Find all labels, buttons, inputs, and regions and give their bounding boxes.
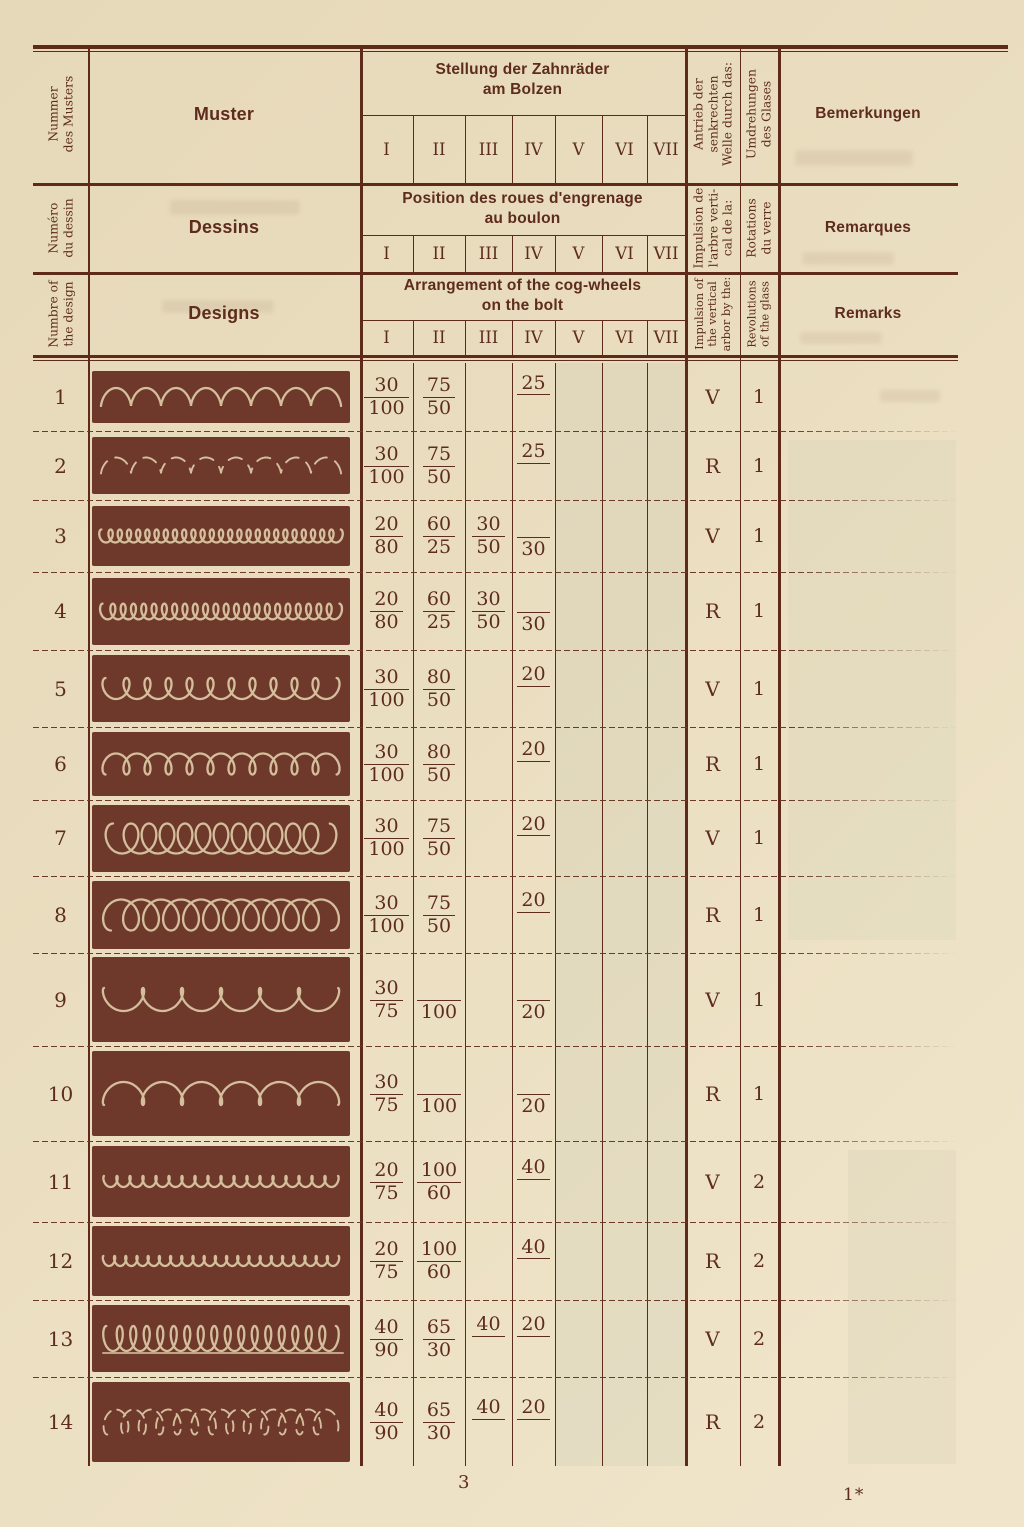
gear-cell-VI (602, 1046, 647, 1141)
turns-cell: 1 (752, 1082, 766, 1105)
gear-fraction: 30 75 (370, 1072, 402, 1115)
pattern-image-tight-crossing-wave (92, 1226, 350, 1296)
gear-cell-V (555, 363, 602, 431)
gear-fraction: 30 (517, 537, 549, 560)
gear-cell-V (555, 1141, 602, 1222)
pattern-image-large-loops-up (92, 805, 350, 872)
gear-cell-V (555, 431, 602, 500)
gear-fraction: 20 (517, 814, 549, 837)
header-number-label-de (33, 45, 88, 183)
gear-fraction: 30 75 (370, 978, 402, 1021)
impulse-cell: R (704, 1249, 721, 1273)
gear-fraction: 30 100 (364, 375, 408, 418)
design-number-cell: 2 (54, 453, 67, 478)
gear-cell-VI (602, 1300, 647, 1377)
gear-cell-I (360, 572, 413, 650)
gear-cell-VI (602, 800, 647, 876)
turns-cell: 1 (752, 600, 766, 622)
gear-cell-III (465, 572, 512, 650)
gear-fraction: 30 100 (364, 667, 408, 710)
gear-internal-divider (602, 320, 603, 355)
header-impulse-label-text: Impulsion de l'arbre verti- cal de la: (690, 187, 734, 268)
gear-internal-divider (647, 235, 648, 272)
turns-cell: 2 (752, 1410, 766, 1433)
design-number-cell: 1 (54, 385, 67, 409)
gear-cell-VI (602, 727, 647, 800)
gear-cell-VII (647, 1300, 685, 1377)
gear-internal-divider (465, 115, 466, 183)
header-design-label-en: Designs (188, 303, 260, 323)
gear-cell-III (465, 363, 512, 431)
gear-cell-VI (602, 363, 647, 431)
pattern-image-tall-chained-loops (92, 1305, 350, 1372)
impulse-cell: V (705, 385, 720, 409)
gear-cell-V (555, 572, 602, 650)
gear-fraction: 100 (417, 1094, 461, 1117)
gear-numeral-VII: VII (653, 328, 679, 347)
header-remarks-label-fr: Remarques (824, 218, 912, 236)
turns-cell: 1 (752, 827, 766, 849)
gear-cell-II (413, 572, 465, 650)
impulse-cell: V (705, 826, 720, 850)
turns-cell: 1 (752, 752, 766, 775)
turns-cell: 1 (752, 677, 766, 700)
gear-cell-I (360, 431, 413, 500)
gear-cell-III (465, 800, 512, 876)
design-number-cell: 10 (47, 1081, 74, 1106)
gear-numeral-III: III (478, 244, 499, 263)
gear-cell-II (413, 650, 465, 727)
gear-fraction: 30 100 (364, 816, 408, 859)
gear-internal-divider (555, 320, 556, 355)
gear-fraction: 20 (517, 1314, 549, 1337)
impulse-cell: V (705, 676, 720, 701)
pattern-image-medium-loops-up (92, 655, 350, 722)
gear-cell-II (413, 1222, 465, 1300)
pattern-image-scallop-wave (92, 371, 350, 423)
gear-cell-II (413, 1141, 465, 1222)
gear-numeral-I: I (383, 139, 390, 159)
gear-cell-III (465, 431, 512, 500)
gear-numeral-V: V (572, 328, 585, 347)
gear-cell-IV (512, 1046, 555, 1141)
impulse-cell: R (704, 1081, 721, 1106)
gear-cell-III (465, 1377, 512, 1466)
gear-cell-IV (512, 800, 555, 876)
gear-fraction: 60 25 (423, 589, 455, 632)
gear-cell-III (465, 650, 512, 727)
gear-cell-I (360, 500, 413, 572)
gear-fraction: 30 (517, 612, 549, 635)
gear-numeral-V: V (572, 139, 585, 159)
header-remarks-label-en: Remarks (834, 304, 902, 322)
design-number-cell: 3 (54, 524, 67, 548)
header-impulse-label-fr (685, 183, 740, 272)
gear-cell-VII (647, 953, 685, 1046)
gear-cell-V (555, 727, 602, 800)
pattern-image-dense-small-loops (92, 578, 350, 645)
gear-internal-divider (555, 115, 556, 183)
gear-internal-divider (647, 320, 648, 355)
gear-numeral-I: I (383, 244, 390, 263)
signature-mark: 1* (843, 1485, 865, 1505)
gear-fraction: 100 (417, 1000, 461, 1023)
gear-numeral-III: III (478, 139, 499, 159)
gear-fraction: 25 (517, 441, 549, 464)
gear-cell-II (413, 800, 465, 876)
gear-cell-VII (647, 1377, 685, 1466)
gear-cell-VI (602, 1377, 647, 1466)
impulse-cell: V (705, 1169, 720, 1194)
gear-cell-IV (512, 727, 555, 800)
gear-fraction: 40 (517, 1157, 549, 1180)
gear-fraction: 20 (517, 739, 549, 762)
design-number-cell: 7 (54, 826, 67, 850)
gear-fraction: 75 50 (423, 816, 455, 859)
pattern-image-large-loops-down (92, 881, 350, 949)
turns-cell: 1 (752, 903, 766, 926)
gear-cell-VII (647, 500, 685, 572)
gear-cell-II (413, 1300, 465, 1377)
gear-cell-I (360, 1377, 413, 1466)
header-design-label-de: Muster (193, 103, 255, 124)
gear-fraction: 80 50 (423, 667, 455, 710)
gear-cell-I (360, 650, 413, 727)
impulse-cell: R (704, 902, 721, 927)
design-number-cell: 11 (47, 1169, 74, 1194)
design-number-cell: 14 (47, 1409, 74, 1434)
pattern-image-dense-small-loops (92, 506, 350, 566)
gear-cell-VI (602, 1222, 647, 1300)
gear-fraction: 40 (472, 1397, 504, 1420)
gear-cell-IV (512, 876, 555, 953)
header-impulse-label-en (685, 272, 740, 355)
gear-numeral-VI: VI (615, 244, 634, 263)
gear-cell-VII (647, 650, 685, 727)
gear-fraction: 40 (472, 1314, 504, 1337)
gear-cell-I (360, 1300, 413, 1377)
gear-fraction: 20 80 (370, 589, 402, 632)
gear-cell-IV (512, 650, 555, 727)
pattern-image-medium-loops-down (92, 732, 350, 796)
header-gear-label-de: Stellung der Zahnräder am Bolzen (435, 60, 610, 98)
gear-cell-III (465, 1222, 512, 1300)
gear-fraction: 30 100 (364, 444, 408, 487)
gear-cell-III (465, 500, 512, 572)
header-remarks-label-de: Bemerkungen (815, 105, 921, 122)
gear-fraction: 20 (517, 664, 549, 687)
impulse-cell: R (704, 751, 721, 776)
gear-internal-divider (512, 115, 513, 183)
gear-numeral-II: II (432, 139, 446, 159)
impulse-cell: R (704, 1409, 721, 1434)
impulse-cell: V (705, 987, 720, 1012)
header-turns-label-de (740, 45, 778, 183)
gear-cell-II (413, 727, 465, 800)
gear-numeral-VI: VI (615, 139, 634, 159)
header-turns-label-text: Revolutions of the glass (745, 279, 772, 348)
design-number-cell: 9 (54, 987, 67, 1012)
gear-cell-IV (512, 572, 555, 650)
gear-cell-V (555, 1377, 602, 1466)
gear-cell-V (555, 1222, 602, 1300)
gear-internal-divider (555, 235, 556, 272)
gear-fraction: 65 30 (423, 1400, 455, 1443)
gear-cell-III (465, 1300, 512, 1377)
gear-numeral-III: III (478, 328, 499, 347)
gear-numeral-IV: IV (524, 139, 543, 159)
header-number-label-fr (33, 183, 88, 272)
gear-cell-VII (647, 572, 685, 650)
gear-fraction: 30 100 (364, 742, 408, 785)
gear-cell-VI (602, 431, 647, 500)
gear-cell-I (360, 800, 413, 876)
gear-fraction: 20 75 (370, 1160, 402, 1203)
gear-cell-III (465, 1046, 512, 1141)
header-impulse-label-de (685, 45, 740, 183)
header-bottom-rule-thin (33, 360, 958, 361)
bleed-through-tint (848, 1150, 956, 1464)
ghost-print-bleed (880, 390, 940, 402)
gear-cell-VII (647, 1222, 685, 1300)
gear-fraction: 20 (517, 1000, 549, 1023)
gear-cell-III (465, 876, 512, 953)
gear-cell-I (360, 1046, 413, 1141)
header-number-label-text: Numbre of the design (46, 279, 75, 348)
gear-fraction: 20 80 (370, 514, 402, 557)
header-turns-label-en (740, 272, 778, 355)
gear-cell-IV (512, 1222, 555, 1300)
gear-cell-IV (512, 363, 555, 431)
impulse-cell: V (705, 1326, 720, 1351)
header-gear-label-en: Arrangement of the cog-wheels on the bolt (403, 276, 642, 314)
gear-numeral-VII: VII (653, 244, 679, 263)
gear-cell-V (555, 1046, 602, 1141)
gear-cell-VII (647, 800, 685, 876)
gear-cell-IV (512, 500, 555, 572)
gear-fraction: 20 (517, 890, 549, 913)
gear-fraction: 60 25 (423, 514, 455, 557)
gear-internal-divider (602, 235, 603, 272)
gear-cell-VII (647, 727, 685, 800)
gear-fraction: 40 90 (370, 1317, 402, 1360)
gear-fraction: 75 50 (423, 444, 455, 487)
gear-cell-I (360, 876, 413, 953)
gear-cell-III (465, 727, 512, 800)
gear-internal-divider (413, 115, 414, 183)
gear-cell-VII (647, 876, 685, 953)
gear-fraction: 20 (517, 1397, 549, 1420)
gear-cell-I (360, 1222, 413, 1300)
header-number-label-en (33, 272, 88, 355)
gear-numeral-V: V (572, 244, 585, 263)
gear-fraction: 30 50 (472, 589, 504, 632)
gear-fraction: 65 30 (423, 1317, 455, 1360)
gear-cell-II (413, 876, 465, 953)
gear-numeral-VI: VI (615, 328, 634, 347)
header-bottom-rule (33, 355, 958, 358)
header-design-label-fr: Dessins (188, 217, 260, 237)
gear-cell-VI (602, 500, 647, 572)
design-number-cell: 5 (54, 676, 67, 701)
gear-numeral-IV: IV (524, 328, 543, 347)
header-gear-label-fr: Position des roues d'engrenage au boulon (402, 189, 643, 227)
gear-cell-VI (602, 876, 647, 953)
gear-fraction: 20 75 (370, 1239, 402, 1282)
turns-cell: 2 (752, 1327, 766, 1350)
gear-internal-divider (512, 235, 513, 272)
gear-cell-I (360, 363, 413, 431)
gear-cell-V (555, 876, 602, 953)
gear-cell-III (465, 953, 512, 1046)
gear-fraction: 75 50 (423, 893, 455, 936)
turns-cell: 1 (752, 386, 766, 408)
header-number-label-text: Nummer des Musters (46, 75, 75, 153)
gear-internal-divider (465, 320, 466, 355)
pattern-image-spaced-loops-down (92, 1051, 350, 1136)
pattern-image-broken-chained-loops (92, 1382, 350, 1462)
gear-cell-V (555, 800, 602, 876)
gear-numeral-II: II (432, 244, 446, 263)
numcol-divider (88, 45, 90, 1466)
gear-cell-II (413, 1046, 465, 1141)
turns-cell: 1 (752, 454, 766, 477)
design-number-cell: 4 (54, 599, 67, 623)
gear-fraction: 100 60 (417, 1160, 461, 1203)
gear-cell-V (555, 500, 602, 572)
gear-cell-VI (602, 572, 647, 650)
gear-cell-II (413, 431, 465, 500)
gear-internal-divider (602, 115, 603, 183)
gear-fraction: 30 50 (472, 514, 504, 557)
turns-remarks-divider (778, 45, 781, 1466)
header-turns-label-text: Umdrehungen des Glases (744, 69, 773, 159)
gear-cell-I (360, 953, 413, 1046)
design-number-cell: 12 (47, 1249, 74, 1273)
gear-fraction: 30 100 (364, 893, 408, 936)
pattern-image-scallop-wave-broken (92, 437, 350, 494)
gear-cell-IV (512, 1300, 555, 1377)
gear-cell-III (465, 1141, 512, 1222)
gear-cell-VII (647, 363, 685, 431)
pattern-image-spaced-loops-up (92, 957, 350, 1042)
gear-cell-V (555, 650, 602, 727)
gear-fraction: 80 50 (423, 742, 455, 785)
header-turns-label-text: Rotations du verre (744, 197, 773, 258)
gear-internal-divider (413, 320, 414, 355)
gear-internal-divider (465, 235, 466, 272)
gear-internal-divider (512, 320, 513, 355)
gear-cell-VII (647, 1141, 685, 1222)
header-impulse-label-text: Impulsion of the vertical arbor by the: (692, 276, 733, 351)
gear-cell-IV (512, 953, 555, 1046)
gear-cell-VII (647, 1046, 685, 1141)
pattern-image-small-crossing-wave (92, 1146, 350, 1217)
turns-cell: 2 (752, 1170, 766, 1193)
gear-fraction: 40 90 (370, 1400, 402, 1443)
gear-cell-IV (512, 1377, 555, 1466)
gear-cell-II (413, 953, 465, 1046)
gear-cell-V (555, 953, 602, 1046)
gear-cell-II (413, 500, 465, 572)
gear-cell-VI (602, 650, 647, 727)
gear-cell-II (413, 363, 465, 431)
turns-cell: 1 (752, 525, 766, 547)
design-number-cell: 8 (54, 902, 67, 927)
gear-numeral-II: II (432, 328, 446, 347)
gear-numeral-IV: IV (524, 244, 543, 263)
gear-cell-VI (602, 1141, 647, 1222)
gear-internal-divider (413, 235, 414, 272)
turns-cell: 1 (752, 988, 766, 1011)
gear-cell-I (360, 727, 413, 800)
header-impulse-label-text: Antrieb der senkrechten Welle durch das: (690, 62, 734, 167)
gear-numeral-VII: VII (653, 139, 679, 159)
design-number-cell: 6 (54, 751, 67, 776)
gear-cell-V (555, 1300, 602, 1377)
gear-fraction: 20 (517, 1094, 549, 1117)
gear-cell-VI (602, 953, 647, 1046)
impulse-cell: R (704, 599, 721, 623)
gear-cell-I (360, 1141, 413, 1222)
header-number-label-text: Numéro du dessin (46, 197, 75, 258)
turns-cell: 2 (752, 1250, 766, 1272)
page-number: 3 (458, 1472, 470, 1493)
gear-numeral-I: I (383, 328, 390, 347)
design-number-cell: 13 (47, 1326, 74, 1351)
gear-fraction: 75 50 (423, 375, 455, 418)
gear-cell-VII (647, 431, 685, 500)
bleed-through-tint (788, 440, 956, 940)
gear-fraction: 40 (517, 1237, 549, 1260)
impulse-cell: V (705, 524, 720, 548)
gear-cell-IV (512, 431, 555, 500)
gear-cell-IV (512, 1141, 555, 1222)
gear-cell-II (413, 1377, 465, 1466)
gear-fraction: 100 60 (417, 1239, 461, 1282)
header-turns-label-fr (740, 183, 778, 272)
gear-internal-divider (647, 115, 648, 183)
gear-fraction: 25 (517, 373, 549, 396)
impulse-cell: R (704, 453, 721, 478)
